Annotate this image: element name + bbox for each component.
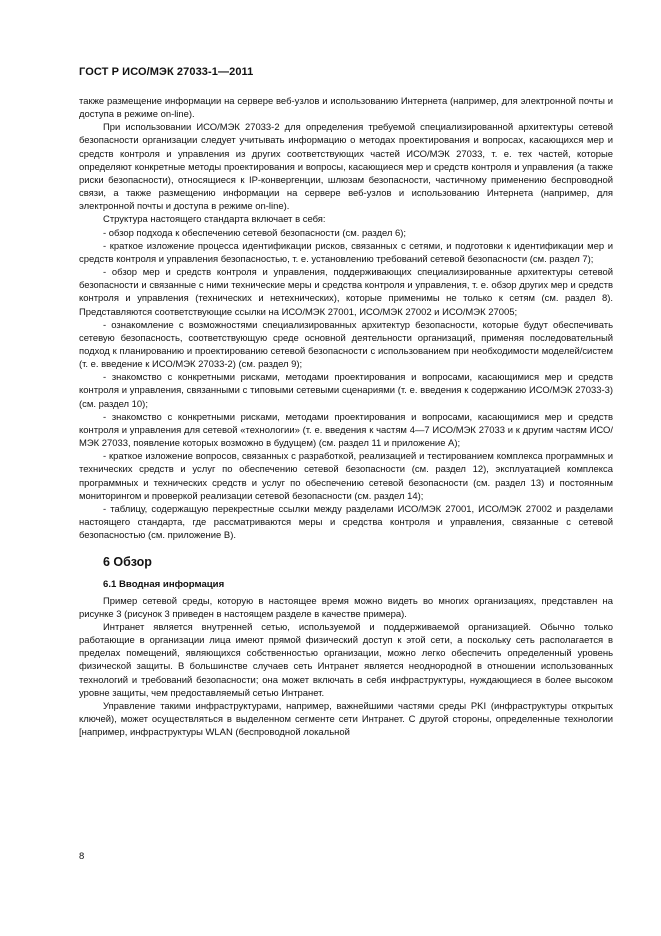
- document-header: ГОСТ Р ИСО/МЭК 27033-1—2011: [79, 66, 254, 78]
- document-body: [79, 95, 613, 739]
- paragraph: Управление такими инфраструктурами, например, важнейшими частями среды PKI (инфраструктуры открытых ключей), может осуществляться в выделенном сегменте сети Интранет. С другой стороны, определенные технологии [например, инфраструктуры WLAN (беспроводной локальной: [79, 700, 613, 739]
- subsection-heading: 6.1 Вводная информация: [103, 579, 225, 591]
- page-number: 8: [79, 851, 85, 862]
- list-item: - ознакомление с возможностями специализированных архитектур безопасности, которые будут обеспечивать сетевую безопасность, соответствующую среде основной деятельности организаций, применяя последовательный подход к планированию и проектированию сетевой безопасности с использованием при необходимости моделей/систем (т. е. введение к ИСО/МЭК 27033-2) (см. раздел 9);: [79, 319, 613, 371]
- paragraph: При использовании ИСО/МЭК 27033-2 для определения требуемой специализированной архитектуры сетевой безопасности организации следует учитывать информацию о методах проектирования и вопросах, касающихся мер и средств контроля и управления из других соответствующих частей ИСО/МЭК 27033, т. е. тех частей, которые определяют конкретные методы проектирования и вопросы, касающиеся мер и средств контроля и управления (а также риски безопасности), относящиеся к IP-конвергенции, шлюзам безопасности, частичному применению беспроводной связи, а также размещению информации на сервере веб-узлов и использованию Интернета (например, для электронной почты и доступа в режиме on-line).: [79, 122, 613, 213]
- paragraph: Пример сетевой среды, которую в настоящее время можно видеть во многих организациях, представлен на рисунке 3 (рисунок 3 приведен в настоящем разделе в качестве примера).: [79, 595, 613, 620]
- paragraph: также размещение информации на сервере веб-узлов и использованию Интернета (например, для электронной почты и доступа в режиме on-line).: [79, 96, 613, 121]
- paragraph: Интранет является внутренней сетью, используемой и поддерживаемой организацией. Обычно только работающие в организации лица имеют прямой физический доступ к этой сети, а поскольку сеть располагается в пределах помещений, являющихся собственностью организации, можно легко обеспечить определенный уровень физической защиты. В большинстве случаев сеть Интранет является неоднородной в отношении использованных технологий и требований безопасности; она может включать в себя инфраструктуры, нуждающиеся в более высоком уровне защиты, чем предоставляемый сетью Интранет.: [79, 621, 613, 699]
- list-item: - краткое изложение вопросов, связанных с разработкой, реализацией и тестированием комплекса программных и технических средств и услуг по обеспечению сетевой безопасности (см. раздел 12), эксплуатацией комплекса программных и технических средств и услуг по обеспечению сетевой безопасности (см. раздел 13) и постоянным мониторингом и проверкой реализации сетевой безопасности (см. раздел 14);: [79, 451, 613, 502]
- list-item: - обзор мер и средств контроля и управления, поддерживающих специализированные архитектуры сетевой безопасности и связанные с ними технические меры и средства контроля и управления, т. е. обзор других мер и средств контроля и управления (технических и нетехнических), которые применимы не только к сетям (см. раздел 8). Представляются соответствующие ссылки на ИСО/МЭК 27001, ИСО/МЭК 27002 и ИСО/МЭК 27005;: [79, 267, 613, 318]
- list-item: - знакомство с конкретными рисками, методами проектирования и вопросами, касающимися мер и средств контроля и управления, связанными с типовыми сетевыми сценариями (т. е. введения к содержанию ИСО/МЭК 27033-3) (см. раздел 10);: [79, 372, 613, 410]
- section-heading: 6 Обзор: [103, 555, 152, 570]
- list-item: - таблицу, содержащую перекрестные ссылки между разделами ИСО/МЭК 27001, ИСО/МЭК 27002 и разделами настоящего стандарта, где рассматриваются меры и средства контроля и управления, связанные с сетевой безопасностью (см. приложение В).: [79, 503, 613, 542]
- list-item: - знакомство с конкретными рисками, методами проектирования и вопросами, касающимися мер и средств контроля и управления для сетевой «технологии» (т. е. введения к частям 4—7 ИСО/МЭК 27033 и к другим частям ИСО/МЭК 27033, появление которых возможно в будущем) (см. раздел 11 и приложение А);: [79, 411, 613, 450]
- paragraph: Структура настоящего стандарта включает в себя:: [103, 214, 326, 226]
- list-item: - обзор подхода к обеспечению сетевой безопасности (см. раздел 6);: [103, 227, 407, 239]
- list-item: - краткое изложение процесса идентификации рисков, связанных с сетями, и подготовки к идентификации мер и средств контроля и управления безопасностью, т. е. установлению требований сетевой безопасности (см. раздел 7);: [79, 240, 613, 265]
